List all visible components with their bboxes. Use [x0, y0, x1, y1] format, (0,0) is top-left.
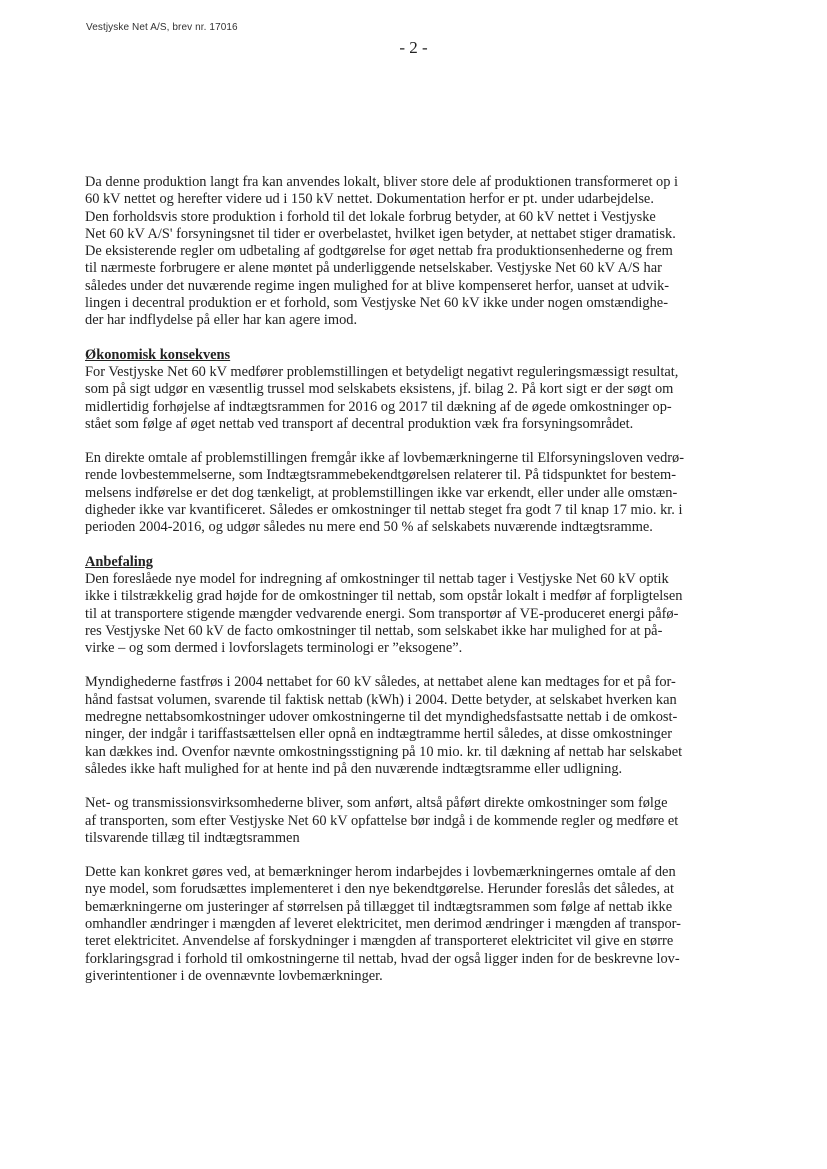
text-line: perioden 2004-2016, og udgør således nu mere end 50 % af selskabets nuværende indtægtsramme. [85, 519, 653, 536]
text-line: Den foreslåede nye model for indregning af omkostninger til nettab tager i Vestjyske Net 60 kV optik [85, 570, 669, 587]
paragraph-recommendation [85, 571, 761, 657]
text-line: virke – og som dermed i lovforslagets terminologi er ”eksogene”. [85, 640, 463, 657]
paragraph-frozen-net-loss [85, 674, 761, 778]
section-heading-economic-consequence: Økonomisk konsekvens [85, 346, 231, 363]
page-number: - 2 - [399, 38, 428, 57]
text-line: Net- og transmissionsvirksomhederne bliver, som anført, altså påført direkte omkostninger som følge [85, 795, 668, 812]
text-line: For Vestjyske Net 60 kV medfører problemstillingen et betydeligt negativt reguleringsmæssigt resultat, [85, 363, 679, 380]
text-line: af transporten, som efter Vestjyske Net 60 kV opfattelse bør indgå i de kommende regler og medføre et [85, 812, 679, 829]
text-line: til at transportere stigende mængder vedvarende energi. Som transportør af VE-produceret energi påfø- [85, 605, 679, 622]
text-line: melsens indførelse er det dog tænkeligt, at problemstillingen ikke var erkendt, eller under alle omstæn- [85, 484, 678, 501]
text-line: lingen i decentral produktion er et forhold, som Vestjyske Net 60 kV ikke under nogen omstændighe- [85, 295, 668, 312]
text-line: Den forholdsvis store produktion i forhold til det lokale forbrug betyder, at 60 kV nettet i Vestjyske [85, 208, 656, 225]
paragraph-economic-consequence [85, 364, 761, 433]
text-line: stået som følge af øget nettab ved transport af decentral produktion væk fra forsyningsområdet. [85, 415, 634, 432]
text-line: som på sigt udgør en væsentlig trussel mod selskabets eksistens, jf. bilag 2. På kort sigt er der søgt om [85, 381, 674, 398]
section-heading-recommendation: Anbefaling [85, 553, 153, 570]
paragraph-decentral-production [85, 174, 761, 330]
text-line: bemærkningerne om justeringer af størrelsen på tillægget til indtægtsrammen som følge af nettab ikke [85, 898, 673, 915]
text-line: der har indflydelse på eller har kan agere imod. [85, 312, 358, 329]
text-line: Da denne produktion langt fra kan anvendes lokalt, bliver store dele af produktionen transformeret op i [85, 174, 679, 190]
document-body [85, 174, 761, 985]
text-line: forklaringsgrad i forhold til omkostningerne til nettab, hvad der også ligger inden for de beskrevne lov- [85, 950, 680, 967]
text-line: hånd fastsat volumen, svarende til faktisk nettab (kWh) i 2004. Dette betyder, at selskabet hverken kan [85, 691, 677, 708]
text-line: således ikke haft mulighed for at hente ind på den nuværende indtægtsramme eller udligning. [85, 760, 623, 777]
text-line: ikke i tilstrækkelig grad højde for de omkostninger til nettab, som opstår lokalt i medfør af forpligtelsen [85, 588, 683, 605]
text-line: nye model, som forudsættes implementeret i den nye bekendtgørelse. Herunder foreslås det således, at [85, 881, 675, 898]
text-line: teret elektricitet. Anvendelse af forskydninger i mængden af transporteret elektricitet vil give en større [85, 933, 674, 950]
text-line: De eksisterende regler om udbetaling af godtgørelse for øget nettab fra produktionsenhederne og frem [85, 243, 673, 260]
letter-reference: Vestjyske Net A/S, brev nr. 17016 [86, 22, 238, 33]
text-line: til nærmeste forbrugere er alene møntet på underliggende netselskaber. Vestjyske Net 60 kV A/S har [85, 260, 662, 277]
text-line: midlertidig forhøjelse af indtægtsrammen for 2016 og 2017 til dækning af de øgede omkostninger op- [85, 398, 672, 415]
paragraph-concrete-proposal [85, 864, 761, 985]
text-line: Net 60 kV A/S' forsyningsnet til tider er overbelastet, hvilket igen betyder, at nettabet stiger dramatisk. [85, 225, 676, 242]
text-line: giverintentioner i de ovennævnte lovbemærkninger. [85, 967, 383, 984]
text-line: ninger, der indgår i tariffastsættelsen eller opnå en indtægtramme hertil således, at disse omkostninger [85, 726, 673, 743]
text-line: omhandler ændringer i mængden af leveret elektricitet, men derimod ændringer i mængden af transpor- [85, 915, 681, 932]
text-line: Dette kan konkret gøres ved, at bemærkninger herom indarbejdes i lovbemærkningernes omtale af den [85, 864, 676, 881]
text-line: 60 kV nettet og herefter videre ud i 150 kV nettet. Dokumentation herfor er pt. under udarbejdelse. [85, 191, 654, 208]
text-line: medregne nettabsomkostninger udover omkostningerne til det myndighedsfastsatte nettab i de omkost- [85, 709, 678, 726]
paragraph-legal-remarks [85, 450, 761, 536]
text-line: kan dækkes ind. Ovenfor nævnte omkostningsstigning på 10 mio. kr. til dækning af nettab har selskabet [85, 743, 683, 760]
paragraph-transmission-companies [85, 795, 761, 847]
text-line: således under det nuværende regime ingen mulighed for at blive kompenseret herfor, uanset at udvik- [85, 277, 670, 294]
text-line: Myndighederne fastfrøs i 2004 nettabet for 60 kV således, at nettabet alene kan medtages for et på for- [85, 674, 676, 691]
text-line: res Vestjyske Net 60 kV de facto omkostninger til nettab, som selskabet ikke har mulighed for at på- [85, 622, 663, 639]
text-line: rende lovbestemmelserne, som Indtægtsrammebekendtgørelsen relaterer til. På tidspunktet for bestem- [85, 467, 677, 484]
text-line: digheder ikke var kvantificeret. Således er omkostninger til nettab steget fra godt 7 til knap 17 mio. kr. i [85, 502, 683, 519]
text-line: En direkte omtale af problemstillingen fremgår ikke af lovbemærkningerne til Elforsyningsloven vedrø- [85, 450, 685, 467]
text-line: tilsvarende tillæg til indtægtsrammen [85, 829, 300, 846]
